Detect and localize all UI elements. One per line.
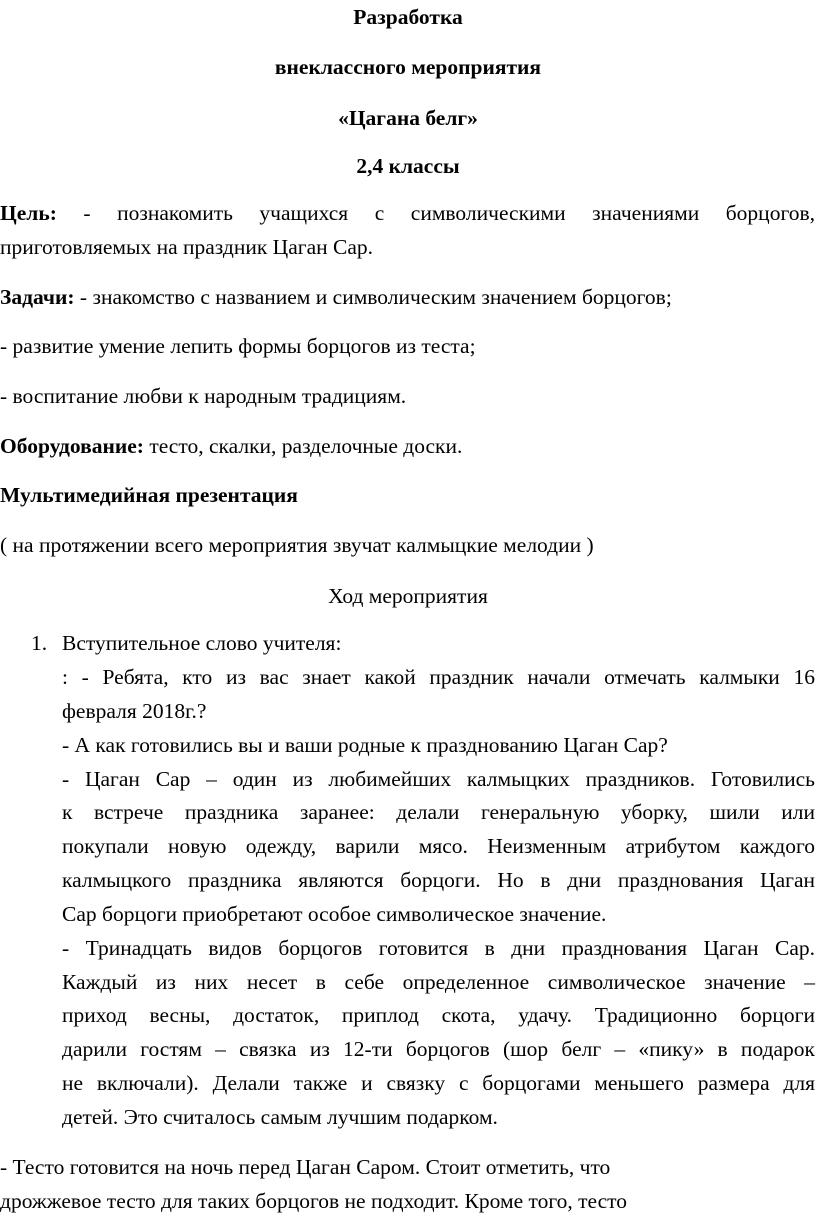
goal-text-line-1: - познакомить учащихся с символическими значениями борцогов, [83, 201, 816, 225]
list-item-1-line-13: не включали). Делали также и связку с борцогами меньшего размера для [62, 1071, 815, 1095]
closing-line-2: дрожжевое тесто для таких борцогов не подходит. Кроме того, тесто [0, 1189, 628, 1213]
list-item-1-line-1: : - Ребята, кто из вас знает какой праздник начали отмечать калмыки 16 [62, 665, 815, 689]
list-item-1-line-8: Сар борцоги приобретают особое символическое значение. [62, 902, 607, 926]
goal-line-1 [0, 203, 815, 225]
title-line-3: «Цагана белг» [338, 106, 478, 130]
list-item-1-line-7: калмыцкого праздника являются борцоги. Но в дни празднования Цаган [62, 868, 815, 892]
list-item-1-line-6: покупали новую одежду, варили мясо. Неизменным атрибутом каждого [62, 834, 815, 858]
goal-label: Цель: [0, 201, 57, 225]
task-item-2: - развитие умение лепить формы борцогов из теста; [0, 334, 476, 358]
multimedia-heading: Мультимедийная презентация [0, 483, 298, 507]
title-line-4: 2,4 классы [356, 154, 460, 178]
tasks-line-1 [0, 287, 672, 309]
tasks-label: Задачи: [0, 285, 75, 309]
task-item-1: - знакомство с названием и символическим значением борцогов; [79, 285, 672, 309]
equipment-label: Оборудование: [0, 434, 144, 458]
list-item-1-line-5: к встрече праздника заранее: делали генеральную уборку, шили или [62, 800, 815, 824]
list-item-1-heading: Вступительное слово учителя: [62, 631, 342, 655]
list-item-1-line-10: Каждый из них несет в себе определенное символическое значение – [62, 970, 815, 994]
title-line-1: Разработка [353, 5, 463, 29]
task-item-3: - воспитание любви к народным традициям. [0, 384, 407, 408]
list-item-1-line-4: - Цаган Сар – один из любимейших калмыцких праздников. Готовились [62, 767, 815, 791]
list-item-1-line-12: дарили гостям – связка из 12-ти борцогов (шор белг – «пику» в подарок [62, 1037, 815, 1061]
equipment-line [0, 436, 462, 458]
title-line-2: внеклассного мероприятия [274, 55, 542, 79]
list-item-1-line-9: - Тринадцать видов борцогов готовится в дни празднования Цаган Сар. [62, 936, 815, 960]
closing-line-1: - Тесто готовится на ночь перед Цаган Саром. Стоит отметить, что [0, 1155, 611, 1179]
section-title: Ход мероприятия [328, 584, 488, 608]
list-item-1-line-2: февраля 2018г.? [62, 699, 207, 723]
equipment-text: тесто, скалки, разделочные доски. [149, 434, 463, 458]
list-item-1-line-14: детей. Это считалось самым лучшим подарком. [62, 1105, 498, 1129]
music-note: ( на протяжении всего мероприятия звучат калмыцкие мелодии ) [0, 533, 594, 557]
list-item-1-line-11: приход весны, достаток, приплод скота, удачу. Традиционно борцоги [62, 1003, 815, 1027]
goal-text-line-2: приготовляемых на праздник Цаган Сар. [0, 235, 373, 259]
list-number-1: 1. [31, 631, 48, 655]
list-item-1-line-3: - А как готовились вы и ваши родные к празднованию Цаган Сар? [62, 733, 668, 757]
